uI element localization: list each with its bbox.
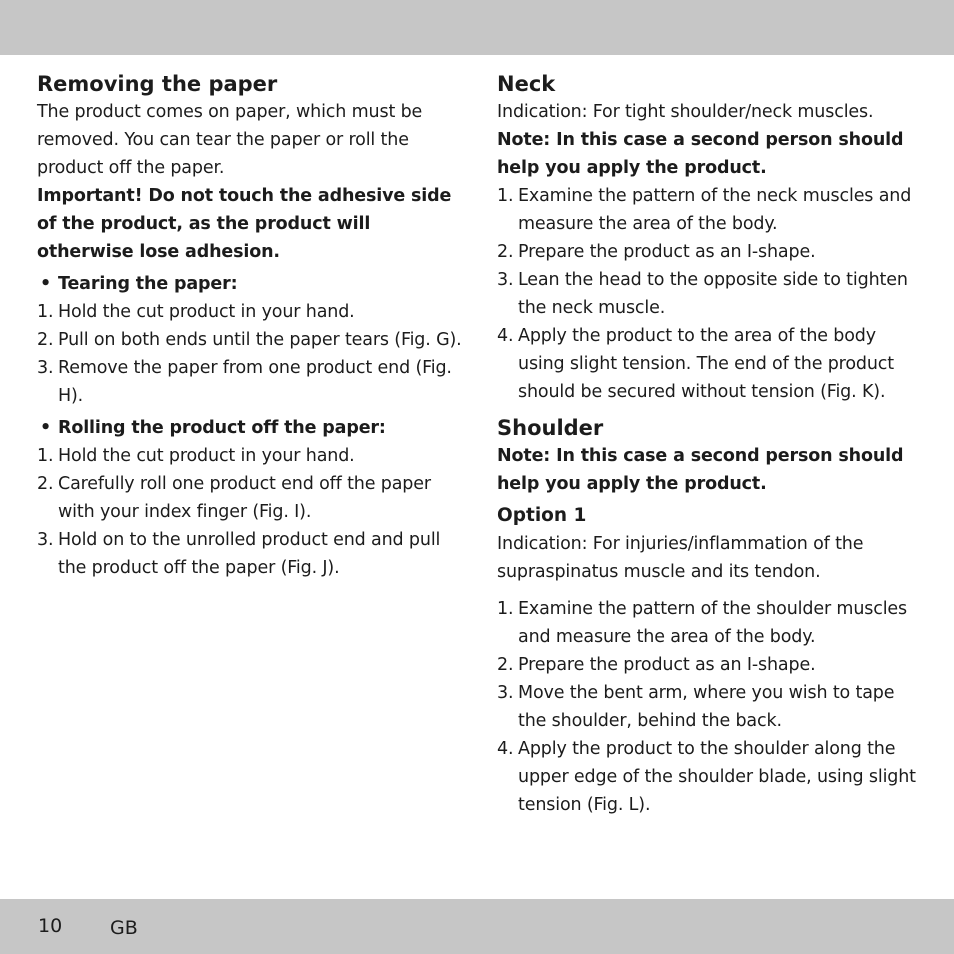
left-column [37, 70, 462, 582]
shoulder-indication: Indication: For injuries/inflammation of the supraspinatus muscle and its tendon. [497, 534, 864, 582]
shoulder-steps [497, 595, 922, 819]
list-item: 2. Prepare the product as an I-shape. [497, 242, 816, 262]
section-title-neck: Neck [497, 72, 556, 96]
list-item: 3. Move the bent arm, where you wish to tape the shoulder, behind the back. [497, 683, 895, 731]
intro-paragraph: The product comes on paper, which must be removed. You can tear the paper or roll the product off the paper. [37, 102, 423, 178]
important-note: Important! Do not touch the adhesive side of the product, as the product will otherwise lose adhesion. [37, 186, 452, 262]
footer-band [0, 899, 954, 954]
header-band [0, 0, 954, 55]
list-item: 1. Hold the cut product in your hand. [37, 446, 355, 466]
list-item: 2. Carefully roll one product end off the paper with your index finger (Fig. I). [37, 474, 431, 522]
list-item: 4. Apply the product to the shoulder along the upper edge of the shoulder blade, using slight tension (Fig. L). [497, 739, 916, 815]
shoulder-note: Note: In this case a second person should help you apply the product. [497, 446, 904, 494]
right-column [497, 70, 922, 819]
neck-note: Note: In this case a second person should help you apply the product. [497, 130, 904, 178]
section-title-removing-paper: Removing the paper [37, 72, 278, 96]
language-code: GB [110, 917, 138, 939]
page-number: 10 [38, 915, 63, 937]
bullet-dot: • [40, 274, 52, 294]
list-item: 2. Prepare the product as an I-shape. [497, 655, 816, 675]
neck-indication: Indication: For tight shoulder/neck muscles. [497, 102, 874, 122]
bullet-dot: • [40, 418, 52, 438]
option-title: Option 1 [497, 505, 587, 526]
list-item: 3. Lean the head to the opposite side to tighten the neck muscle. [497, 270, 908, 318]
list-item: 1. Examine the pattern of the shoulder muscles and measure the area of the body. [497, 599, 908, 647]
list-item: 3. Hold on to the unrolled product end and pull the product off the paper (Fig. J). [37, 530, 441, 578]
rolling-steps [37, 442, 462, 582]
list-item: 1. Hold the cut product in your hand. [37, 302, 355, 322]
bullet-tearing-paper: • Tearing the paper: [37, 270, 462, 298]
section-title-shoulder: Shoulder [497, 416, 604, 440]
list-item: 3. Remove the paper from one product end (Fig. H). [37, 358, 452, 406]
neck-steps [497, 182, 922, 406]
tearing-steps [37, 298, 462, 410]
bullet-rolling-paper: • Rolling the product off the paper: [37, 414, 462, 442]
list-item: 4. Apply the product to the area of the body using slight tension. The end of the product should be secured without tension (Fig. K). [497, 326, 894, 402]
list-item: 2. Pull on both ends until the paper tears (Fig. G). [37, 330, 462, 350]
list-item: 1. Examine the pattern of the neck muscles and measure the area of the body. [497, 186, 912, 234]
